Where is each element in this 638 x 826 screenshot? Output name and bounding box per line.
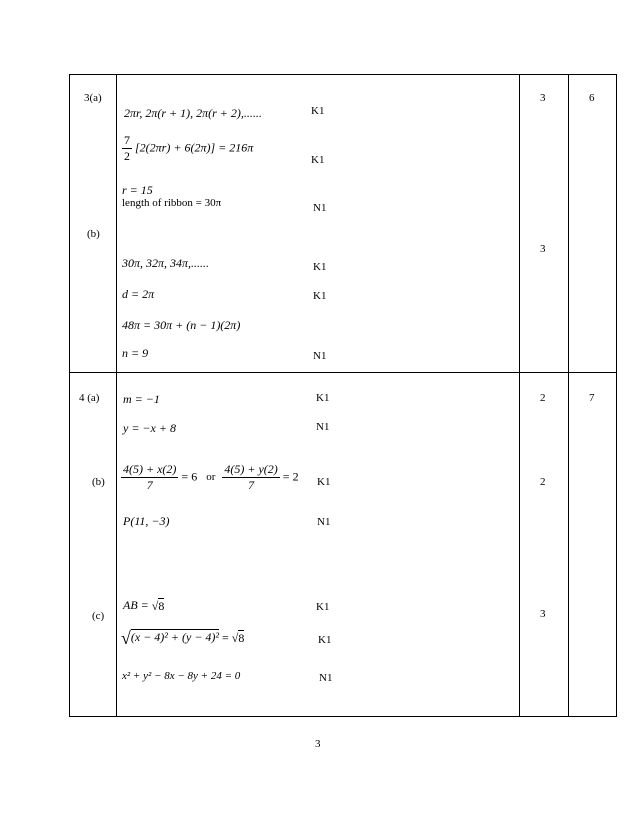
- q4c-sqrt-3-radicand: 8: [238, 631, 245, 645]
- q3a-fraction-num: 7: [124, 133, 130, 147]
- q4b-fraction-1-den: 7: [146, 478, 153, 492]
- q4b-line-1: [121, 462, 299, 493]
- q3a-fraction-den: 2: [124, 149, 130, 163]
- q3a-fraction: [122, 133, 132, 164]
- q4c-line-3: x² + y² − 8x − 8y + 24 = 0: [122, 670, 241, 682]
- q4c-mark-3: N1: [319, 672, 333, 684]
- q4c-marks: 3: [540, 608, 546, 620]
- q3b-marks: 3: [540, 243, 546, 255]
- q4c-sqrt-1: √8: [151, 598, 165, 613]
- q4-total: 7: [589, 392, 595, 404]
- q4b-line-2: P(11, −3): [123, 514, 170, 528]
- q4c-sqrt-3: √8: [231, 631, 245, 645]
- q3a-number: 3(a): [84, 92, 102, 104]
- q4b-mark-2: N1: [317, 516, 331, 528]
- q3a-line-2: [122, 133, 253, 164]
- q4b-number: (b): [92, 476, 105, 488]
- q4a-number: 4 (a): [79, 392, 100, 404]
- q3a-line-2-expr: [2(2πr) + 6(2π)] = 216π: [135, 140, 254, 155]
- q4c-sqrt-2: √(x − 4)² + (y − 4)²: [121, 628, 220, 648]
- q4a-mark-2: N1: [316, 421, 330, 433]
- q4a-marks: 2: [540, 392, 546, 404]
- q3a-line-1: 2πr, 2π(r + 1), 2π(r + 2),......: [124, 106, 262, 120]
- q3b-mark-1: K1: [313, 261, 327, 273]
- q3b-number: (b): [87, 228, 100, 240]
- table-col-divider-3: [568, 74, 569, 717]
- table-border-right: [616, 74, 617, 717]
- q4b-fraction-1-rhs: = 6: [181, 469, 198, 484]
- q4b-fraction-2: [222, 462, 279, 493]
- q3b-line-1: 30π, 32π, 34π,......: [122, 256, 210, 270]
- q3b-line-3: 48π = 30π + (n − 1)(2π): [122, 318, 241, 332]
- q4b-fraction-1: [121, 462, 178, 493]
- page-number: 3: [315, 738, 321, 750]
- q4b-mark-1: K1: [317, 476, 331, 488]
- table-border-left: [69, 74, 70, 717]
- table-col-divider-1: [116, 74, 117, 717]
- q4a-mark-1: K1: [316, 392, 330, 404]
- table-col-divider-2: [519, 74, 520, 717]
- q3a-mark-4: N1: [313, 202, 327, 214]
- q4c-mark-2: K1: [318, 634, 332, 646]
- q4c-sqrt-2-radicand: (x − 4)² + (y − 4)²: [130, 630, 220, 644]
- q3a-line-4: length of ribbon = 30π: [122, 197, 222, 209]
- q4b-marks: 2: [540, 476, 546, 488]
- q4c-sqrt-1-radicand: 8: [158, 598, 165, 613]
- q4b-fraction-2-num: 4(5) + y(2): [224, 462, 278, 476]
- q3a-marks: 3: [540, 92, 546, 104]
- q4c-mark-1: K1: [316, 601, 330, 613]
- q3b-line-2: d = 2π: [122, 287, 155, 301]
- q3b-line-4: n = 9: [122, 346, 149, 360]
- q4c-number: (c): [92, 610, 105, 622]
- q3-total: 6: [589, 92, 595, 104]
- table-border-top: [69, 74, 617, 75]
- q3a-mark-1: K1: [311, 105, 325, 117]
- q4a-line-1: m = −1: [123, 392, 160, 406]
- q4c-line-1: [123, 598, 164, 614]
- table-border-bottom: [69, 716, 617, 717]
- q3b-mark-2: K1: [313, 290, 327, 302]
- q4a-line-2: y = −x + 8: [123, 421, 176, 435]
- q4c-line-1-lhs: AB =: [123, 598, 149, 612]
- q4b-or: or: [206, 471, 216, 484]
- q4b-fraction-1-num: 4(5) + x(2): [123, 462, 177, 476]
- q3a-line-3: r = 15: [122, 183, 153, 197]
- q3a-mark-2: K1: [311, 154, 325, 166]
- q4b-fraction-2-den: 7: [248, 478, 255, 492]
- q4c-line-2: [121, 628, 244, 649]
- q3b-mark-4: N1: [313, 350, 327, 362]
- q4b-fraction-2-rhs: = 2: [282, 469, 299, 484]
- table-row-divider: [69, 372, 617, 373]
- q4c-line-2-eq: =: [222, 630, 229, 645]
